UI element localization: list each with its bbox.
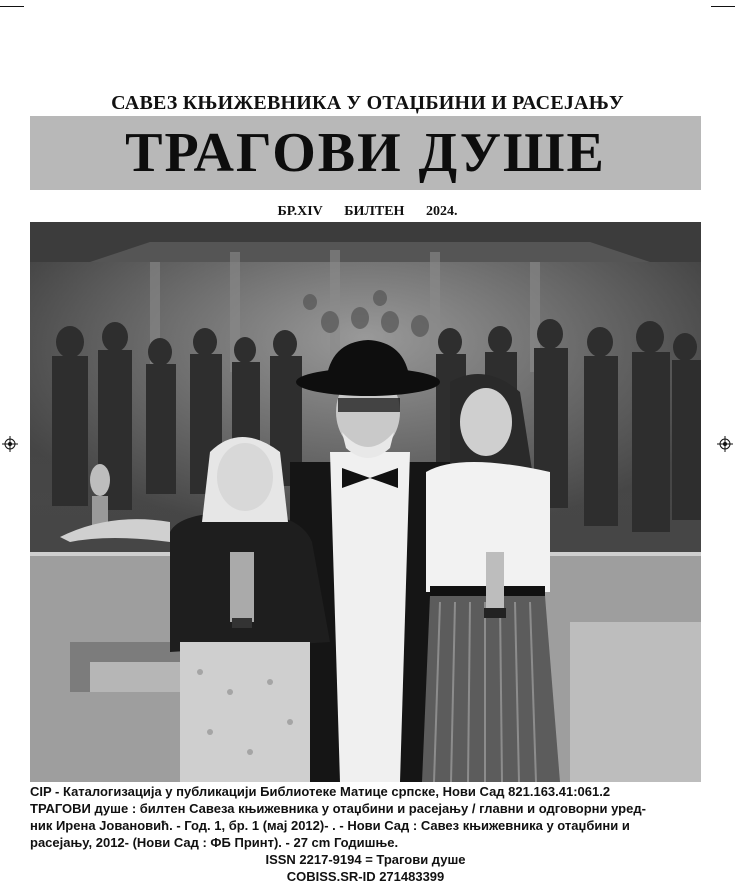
cobiss-line: COBISS.SR-ID 271483399 [286, 869, 445, 884]
title-band [30, 116, 701, 190]
issue-year: 2024. [425, 204, 458, 219]
organization-heading: САВЕЗ КЊИЖЕВНИКА У ОТАЏБИНИ И РАСЕЈАЊУ [111, 92, 624, 114]
crop-mark-top-left [0, 6, 24, 7]
issue-number: БР.XIV [277, 204, 323, 219]
registration-mark-icon [2, 436, 18, 452]
cip-line-1: CIP - Каталогизација у публикацији Библиотеке Матице српске, Нови Сад 821.163.41:061.2 [30, 784, 611, 799]
cip-record [30, 783, 720, 885]
cip-line-2: ТРАГОВИ душе : билтен Савеза књижевника у отаџбини и расејању / главни и одговорни уред- [30, 801, 646, 816]
crop-mark-top-right [711, 6, 735, 7]
issue-type: БИЛТЕН [344, 204, 405, 219]
cover-photo-illustration [30, 222, 701, 782]
cip-line-4: расејању, 2012- (Нови Сад : ФБ Принт). - 27 cm Годишње. [30, 835, 399, 850]
publication-title: ТРАГОВИ ДУШЕ [125, 122, 606, 184]
issue-line [0, 204, 735, 220]
issn-line: ISSN 2217-9194 = Трагови душе [265, 852, 466, 867]
registration-mark-icon [717, 436, 733, 452]
cip-line-3: ник Ирена Јовановић. - Год. 1, бр. 1 (мај 2012)- . - Нови Сад : Савез књижевника у отаџбини и [30, 818, 630, 833]
cover-photo [30, 222, 701, 782]
